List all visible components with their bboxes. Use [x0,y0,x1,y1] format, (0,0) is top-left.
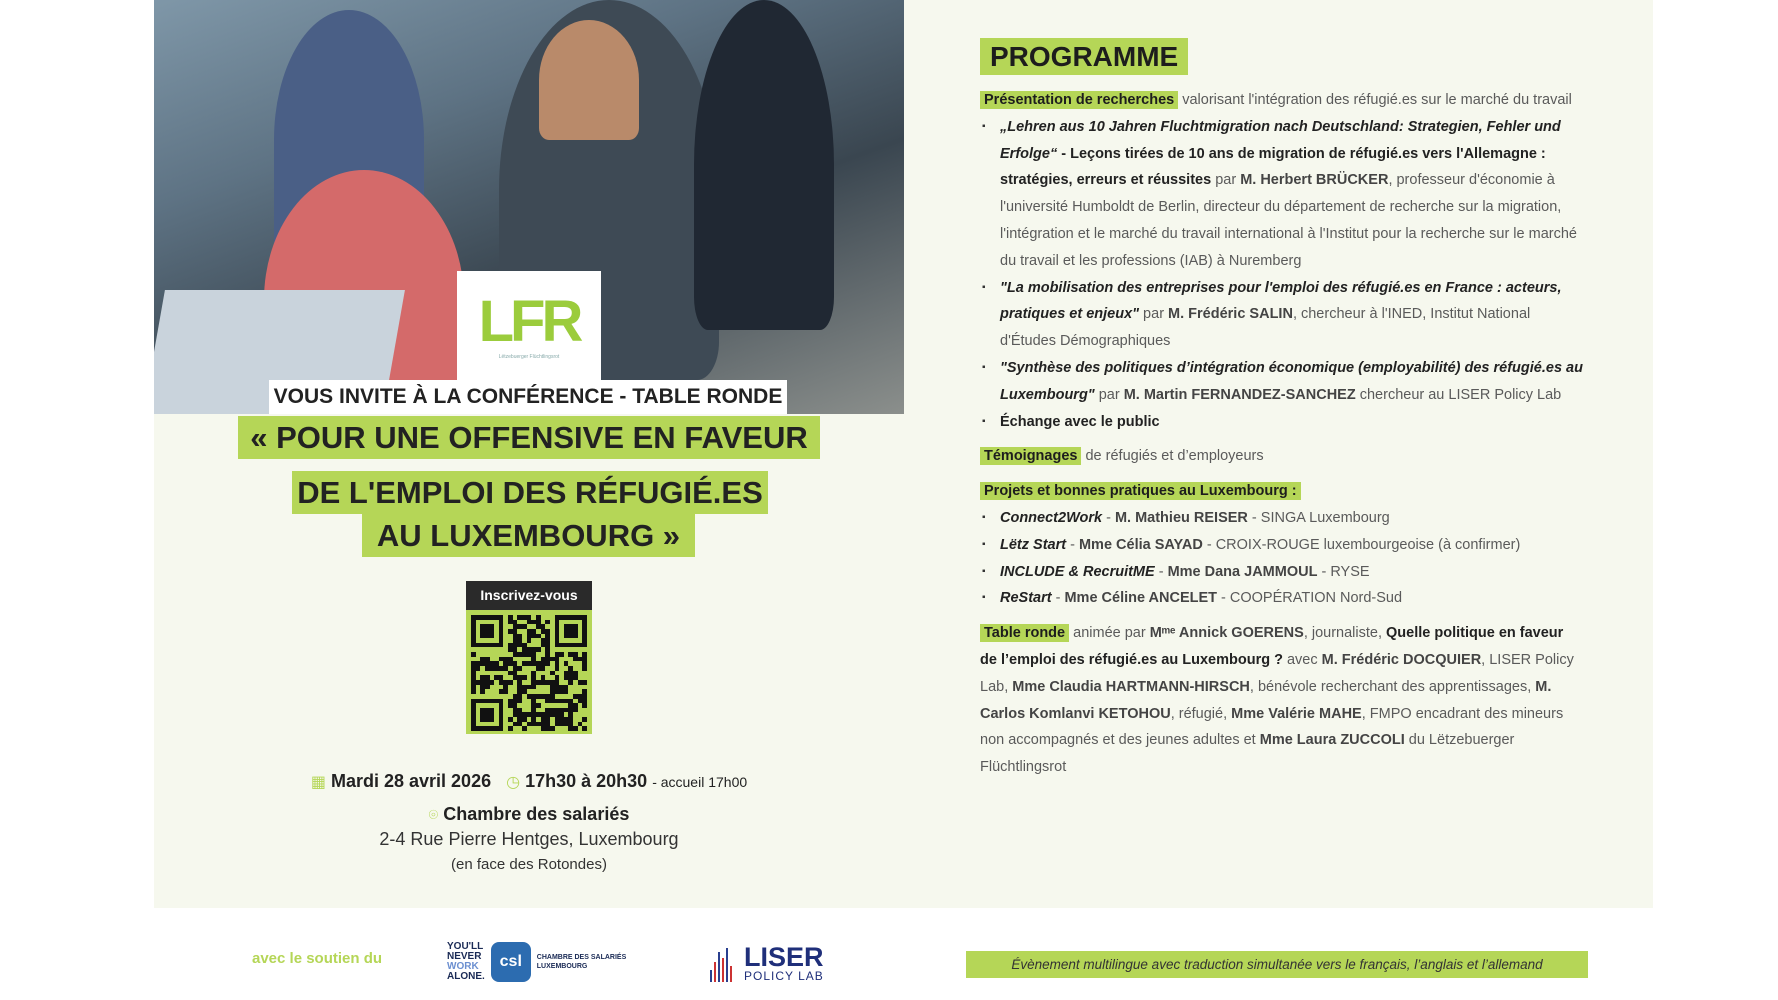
programme-heading: PROGRAMME [980,38,1188,75]
programme-section [980,38,1590,789]
text-segment: - [1066,536,1079,553]
venue-note: (en face des Rotondes) [451,856,607,873]
projects-list [980,505,1590,612]
text-segment: , bénévole recherchant des apprentissages, [1249,678,1536,695]
list-item [980,355,1590,409]
text-segment: - RYSE [1317,563,1370,580]
text-segment: INCLUDE & RecruitME [1000,563,1155,580]
csl-name-line: CHAMBRE DES SALARIÉS [536,954,627,961]
lfr-logo: LFR Lëtzebuerger Flüchtlingsrot [457,271,601,381]
text-segment: M. Frédéric SALIN [1168,306,1293,323]
round-table-text [980,625,1574,775]
qr-module [550,726,555,731]
qr-module [555,666,560,671]
qr-module [485,685,490,690]
liser-name: LISER [744,941,824,972]
qr-module [517,666,522,671]
qr-module [559,652,564,657]
list-item [980,114,1590,275]
event-title-line-1: « POUR UNE OFFENSIVE EN FAVEUR [238,416,820,459]
list-item [980,585,1590,612]
liser-bars-icon [710,944,740,982]
text-segment: , professeur d'économie à l'université Humboldt de Berlin, directeur du département de recherche sur la migration, l'intégration et le marché du travail international à l'Institut pour la recherche sur le marché du travail et les professions (IAB) à Nuremberg [1000,172,1577,269]
ynwa-slogan [447,942,485,982]
qr-module [517,699,522,704]
qr-module [476,666,481,671]
text-segment: , journaliste, [1303,625,1387,642]
text-segment: du Lëtzebuerger Flüchtlingsrot [980,732,1515,776]
qr-module [545,620,550,625]
text-segment: Mme Célia SAYAD [1078,536,1203,553]
text-segment: avec [1282,651,1322,668]
list-item [980,275,1590,355]
liser-logo [710,940,845,986]
qr-module [522,675,527,680]
qr-module [545,661,550,666]
chambre-des-salaries-logo [447,940,642,984]
slogan-line: WORK [447,961,479,972]
projects-label: Projets et bonnes pratiques au Luxembourg : [980,482,1301,500]
event-time: 17h30 à 20h30 [525,771,648,791]
text-segment: Quelle politique en faveur de l’emploi des réfugié.es au Luxembourg ? [980,625,1564,668]
qr-module [573,726,578,731]
qr-module [582,680,587,685]
text-segment: - SINGA Luxembourg [1247,509,1390,526]
calendar-icon: ▦ [310,774,326,791]
qr-module [471,652,476,657]
text-segment: Mme Valérie MAHE [1231,705,1362,722]
text-segment: Mme Céline ANCELET [1064,590,1218,607]
slogan-line: NEVER [447,951,482,962]
qr-module [536,647,541,652]
qr-module [564,624,578,638]
registration-qr-code[interactable] [466,581,592,734]
qr-module [582,717,587,722]
event-datetime [154,771,904,792]
qr-code-pattern [471,615,587,729]
round-table-label: Table ronde [980,624,1069,642]
text-segment: M. Frédéric DOCQUIER [1321,651,1482,668]
text-segment: chercheur au LISER Policy Lab [1355,386,1562,403]
qr-module [480,708,494,722]
text-segment: Lëtz Start [1000,536,1067,553]
text-segment: Échange avec le public [1000,413,1160,430]
csl-name-line: LUXEMBOURG [536,963,588,970]
text-segment: , réfugié, [1170,705,1232,722]
list-item [980,559,1590,586]
text-segment: "Synthèse des politiques d’intégration économique (employabilité) des réfugié.es au Luxembourg" [1000,359,1583,403]
csl-mark: csl [491,942,531,982]
qr-module [527,638,532,643]
text-segment: M. Martin FERNANDEZ-SANCHEZ [1123,386,1356,403]
event-title-line-3: AU LUXEMBOURG » [362,514,695,557]
text-segment: Connect2Work [1000,509,1103,526]
qr-module [490,680,495,685]
event-date: Mardi 28 avril 2026 [330,771,492,791]
text-segment: par [1139,306,1169,323]
list-item [980,505,1590,532]
research-intro: valorisant l'intégration des réfugié.es sur le marché du travail [1178,92,1572,108]
text-segment: ReStart [1000,590,1052,607]
text-segment: - Leçons tirées de 10 ans de migration de réfugié.es vers l'Allemagne : stratégies, erreurs et réussites [1000,145,1546,189]
qr-module [531,685,536,690]
venue-name: Chambre des salariés [443,804,630,824]
qr-module [573,708,578,713]
text-segment: Mme Laura ZUCCOLI [1259,732,1405,749]
research-list [980,114,1590,436]
research-label: Présentation de recherches [980,91,1178,109]
csl-name [537,953,626,971]
text-segment: - COOPÉRATION Nord-Sud [1217,590,1403,607]
qr-module [503,689,508,694]
qr-module [582,726,587,731]
qr-module [564,689,569,694]
round-table-section [980,620,1590,781]
testimonials-label: Témoignages [980,447,1081,465]
qr-module [541,666,546,671]
text-segment: , chercheur à l'INED, Institut National d'Études Démographiques [1000,306,1531,350]
qr-module [508,680,513,685]
qr-module [522,726,527,731]
text-segment: M. Mathieu REISER [1114,509,1248,526]
list-item [980,409,1590,436]
invite-heading: VOUS INVITE À LA CONFÉRENCE - TABLE RONDE [269,380,787,414]
text-segment: M. Herbert BRÜCKER [1240,172,1389,189]
text-segment: Mme Claudia HARTMANN-HIRSCH [1012,678,1250,695]
qr-module [480,624,494,638]
text-segment: „Lehren aus 10 Jahren Fluchtmigration nach Deutschland: Strategien, Fehler und Erfolge“ [1000,118,1561,162]
text-segment: "La mobilisation des entreprises pour l'emploi des réfugié.es en France : acteurs, pratiques et enjeux" [1000,279,1562,323]
venue-address: 2-4 Rue Pierre Hentges, Luxembourg [379,829,679,849]
text-segment: animée par [1069,625,1150,642]
qr-module [536,703,541,708]
qr-module [471,689,476,694]
text-segment: , LISER Policy Lab, [980,651,1574,695]
event-title-line-2: DE L'EMPLOI DES RÉFUGIÉ.ES [292,471,768,514]
map-pin-icon: ⌾ [428,807,439,824]
text-segment: - [1102,509,1115,526]
text-segment: , FMPO encadrant des mineurs non accompagnés et des jeunes adultes et [980,705,1564,749]
slogan-line: YOU'LL [447,941,484,952]
text-segment: par [1094,386,1124,403]
event-welcome: - accueil 17h00 [652,774,748,790]
text-segment: - [1154,563,1168,580]
qr-module [568,680,573,685]
clock-icon: ◷ [506,774,521,791]
qr-module [582,666,587,671]
text-segment: - [1051,590,1065,607]
projects-section [980,478,1590,612]
event-venue [154,804,904,825]
text-segment: Mme Dana JAMMOUL [1167,563,1318,580]
qr-module [508,726,513,731]
multilingual-banner: Évènement multilingue avec traduction simultanée vers le français, l’anglais et l’allemand [966,951,1588,978]
testimonials-section [980,443,1590,470]
text-segment: par [1211,172,1241,189]
qr-module [480,689,485,694]
text-segment: M. Carlos Komlanvi KETOHOU [980,678,1552,722]
qr-module [582,703,587,708]
support-label: avec le soutien du [252,950,383,967]
register-label: Inscrivez-vous [466,581,592,610]
research-section [980,87,1590,435]
list-item [980,532,1590,559]
liser-sub: POLICY LAB [744,968,824,983]
slogan-line: ALONE. [447,971,485,982]
text-segment: - CROIX-ROUGE luxembourgeoise (à confirmer) [1202,536,1521,553]
testimonials-text: de réfugiés et d’employeurs [1081,448,1264,465]
text-segment: Mᵐᵉ Annick GOERENS [1149,625,1304,642]
